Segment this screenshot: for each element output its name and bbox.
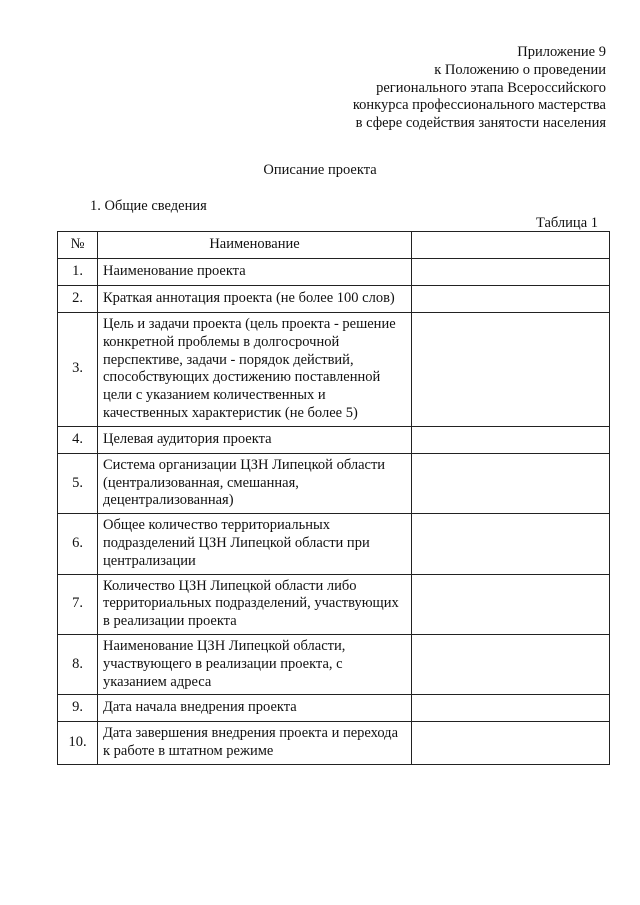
document-title: Описание проекта [263, 162, 377, 178]
row-value-field[interactable] [412, 259, 610, 286]
table-row [58, 514, 610, 574]
row-name: Наименование проекта [98, 259, 412, 286]
row-number: 4. [58, 426, 98, 453]
row-number: 1. [58, 259, 98, 286]
row-name: Наименование ЦЗН Липецкой области, участвующего в реализации проекта, с указанием адреса [98, 634, 412, 694]
table-row [58, 259, 610, 286]
column-header-number: № [58, 232, 98, 259]
row-number: 8. [58, 634, 98, 694]
table-row [58, 453, 610, 513]
table-caption: Таблица 1 [535, 215, 598, 231]
row-name: Система организации ЦЗН Липецкой области (централизованная, смешанная, децентрализованная) [98, 453, 412, 513]
table-header-row [58, 232, 610, 259]
row-name: Цель и задачи проекта (цель проекта - решение конкретной проблемы в долгосрочной перспективе, задачи - порядок действий, способствующих достижению поставленной цели с указанием количественных и качественных характеристик (не более 5) [98, 313, 412, 427]
row-value-field[interactable] [412, 426, 610, 453]
header-line: конкурса профессионального мастерства [352, 97, 606, 114]
row-name: Дата начала внедрения проекта [98, 695, 412, 722]
column-header-name: Наименование [98, 232, 412, 259]
row-number: 7. [58, 574, 98, 634]
row-number: 6. [58, 514, 98, 574]
row-value-field[interactable] [412, 574, 610, 634]
project-info-table [57, 231, 610, 765]
header-line: в сфере содействия занятости населения [355, 115, 606, 132]
row-name: Общее количество территориальных подразделений ЦЗН Липецкой области при централизации [98, 514, 412, 574]
appendix-header [306, 44, 606, 133]
row-value-field[interactable] [412, 634, 610, 694]
header-line: к Положению о проведении [434, 61, 606, 78]
table-row [58, 634, 610, 694]
row-number: 2. [58, 286, 98, 313]
table-row [58, 426, 610, 453]
row-number: 10. [58, 722, 98, 765]
row-number: 9. [58, 695, 98, 722]
row-name: Целевая аудитория проекта [98, 426, 412, 453]
row-value-field[interactable] [412, 514, 610, 574]
header-line: регионального этапа Всероссийского [376, 79, 606, 96]
row-value-field[interactable] [412, 453, 610, 513]
row-name: Дата завершения внедрения проекта и перехода к работе в штатном режиме [98, 722, 412, 765]
row-name: Количество ЦЗН Липецкой области либо территориальных подразделений, участвующих в реализации проекта [98, 574, 412, 634]
row-number: 5. [58, 453, 98, 513]
row-value-field[interactable] [412, 722, 610, 765]
table-row [58, 695, 610, 722]
column-header-value [412, 232, 610, 259]
row-number: 3. [58, 313, 98, 427]
table-row [58, 722, 610, 765]
header-line: Приложение 9 [517, 44, 606, 60]
table-row [58, 313, 610, 427]
row-name: Краткая аннотация проекта (не более 100 слов) [98, 286, 412, 313]
table-row [58, 286, 610, 313]
section-heading: 1. Общие сведения [90, 198, 207, 214]
table-row [58, 574, 610, 634]
row-value-field[interactable] [412, 286, 610, 313]
row-value-field[interactable] [412, 695, 610, 722]
row-value-field[interactable] [412, 313, 610, 427]
